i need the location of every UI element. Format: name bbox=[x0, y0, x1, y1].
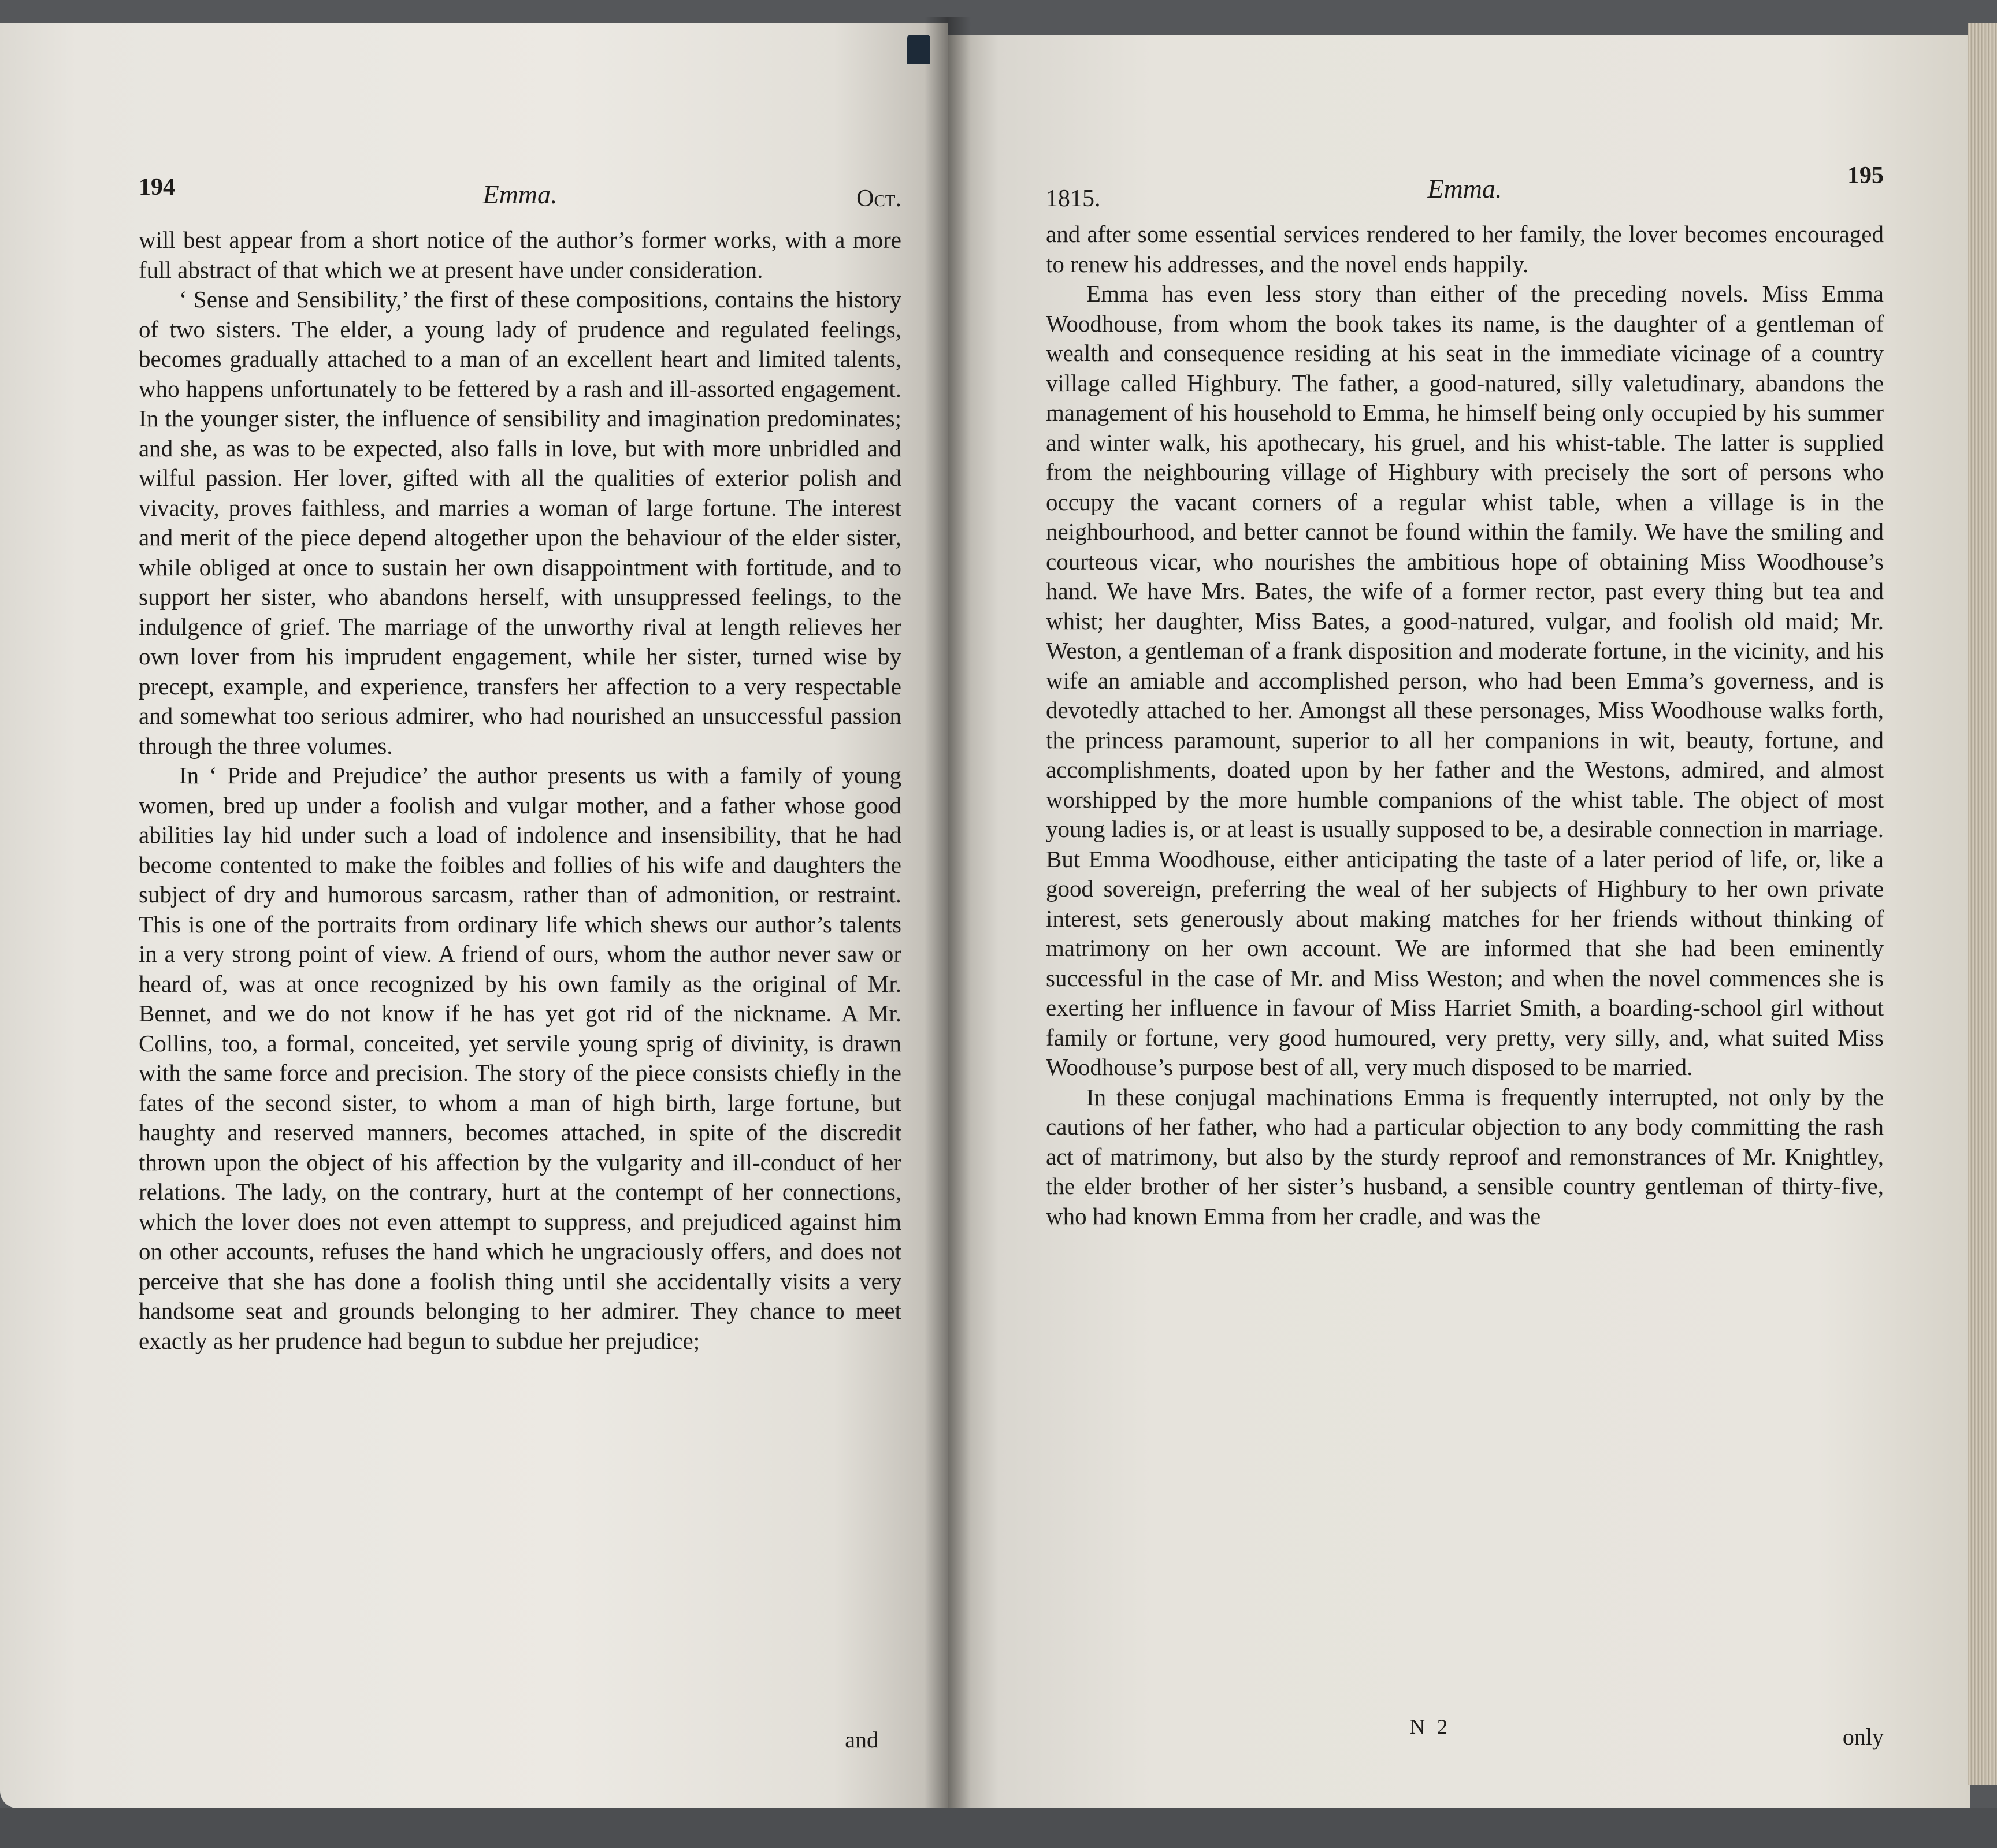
left-page-text bbox=[139, 225, 901, 1356]
page-number: 195 bbox=[1847, 162, 1884, 189]
paragraph: will best appear from a short notice of the author’s former works, with a more full abstract of that which we at present have under consideration. bbox=[139, 226, 901, 283]
ribbon-bookmark bbox=[907, 35, 930, 64]
right-page-text bbox=[1046, 220, 1884, 1231]
right-page bbox=[948, 35, 1970, 1820]
left-page bbox=[0, 23, 948, 1808]
catchword: and bbox=[845, 1727, 878, 1753]
running-year: 1815. bbox=[1046, 185, 1101, 212]
catchword: only bbox=[1842, 1724, 1884, 1750]
table-surface bbox=[0, 1808, 1997, 1848]
paragraph: and after some essential services rendered to her family, the lover becomes encouraged to renew his addresses, and the novel ends happily. bbox=[1046, 221, 1884, 277]
running-title: Emma. bbox=[482, 180, 558, 209]
running-title: Emma. bbox=[1427, 174, 1502, 203]
paragraph: Emma has even less story than either of the preceding novels. Miss Emma Woodhouse, from whom the book takes its name, is the daughter of a gentleman of wealth and consequence residing at his seat in the immediate vicinage of a country village called Highbury. The father, a good-natured, silly valetudinary, abandons the management of his household to Emma, he himself being only occupied by his summer and winter walk, his apothecary, his gruel, and his whist-table. The latter is supplied from the neighbouring village of Highbury with precisely the sort of persons who occupy the vacant corners of a regular whist table, when a village is in the neighbourhood, and better cannot be found within the family. We have the smiling and courteous vicar, who nourishes the ambitious hope of obtaining Miss Woodhouse’s hand. We have Mrs. Bates, the wife of a former rector, past every thing but tea and whist; her daughter, Miss Bates, a good-natured, vulgar, and foolish old maid; Mr. Weston, a gentleman of a frank disposition and moderate fortune, in the vicinity, and his wife an amiable and accomplished person, who had been Emma’s governess, and is devotedly attached to her. Amongst all these personages, Miss Woodhouse walks forth, the princess paramount, superior to all her companions in wit, beauty, fortune, and accomplishments, doated upon by her father and the Westons, admired, and almost worshipped by the more humble companions of the whist table. The object of most young ladies is, or at least is usually supposed to be, a desirable connection in marriage. But Emma Woodhouse, either anticipating the taste of a later period of life, or, like a good sovereign, preferring the weal of her subjects of Highbury to her own private interest, sets generously about making matches for her friends without thinking of matrimony on her own account. We are informed that she had been eminently successful in the case of Mr. and Miss Weston; and when the novel commences she is exerting her influence in favour of Miss Harriet Smith, a boarding-school girl without family or fortune, very good humoured, very pretty, very silly, and, what suited Miss Woodhouse’s purpose best of all, very much disposed to be married. bbox=[1046, 280, 1884, 1080]
page-edges bbox=[1968, 23, 1997, 1785]
paragraph: In these conjugal machinations Emma is frequently interrupted, not only by the cautions of her father, who had a particular objection to any body committing the rash act of matrimony, but also by the sturdy reproof and remonstrances of Mr. Knightley, the elder brother of her sister’s husband, a sensible country gentleman of thirty-five, who had known Emma from her cradle, and was the bbox=[1046, 1083, 1884, 1229]
page-number: 194 bbox=[139, 174, 175, 200]
paragraph: In ‘ Pride and Prejudice’ the author presents us with a family of young women, bred up under a foolish and vulgar mother, and a father whose good abilities lay hid under such a load of indolence and insensibility, that he had become contented to make the foibles and follies of his wife and daughters the subject of dry and humorous sarcasm, rather than of admonition, or restraint. This is one of the portraits from ordinary life which shews our author’s talents in a very strong point of view. A friend of ours, whom the author never saw or heard of, was at once recognized by his own family as the original of Mr. Bennet, and we do not know if he has yet got rid of the nickname. A Mr. Collins, too, a formal, conceited, yet servile young sprig of divinity, is drawn with the same force and precision. The story of the piece consists chiefly in the fates of the second sister, to whom a man of high birth, large fortune, but haughty and reserved manners, becomes attached, in spite of the discredit thrown upon the object of his affection by the vulgarity and ill-conduct of her relations. The lady, on the contrary, hurt at the contempt of her connections, which the lover does not even attempt to suppress, and prejudiced against him on other accounts, refuses the hand which he ungraciously offers, and does not perceive that she has done a foolish thing until she accidentally visits a very handsome seat and grounds belonging to her admirer. They chance to meet exactly as her prudence had begun to subdue her prejudice; bbox=[139, 762, 901, 1354]
running-month: Oct. bbox=[856, 185, 901, 212]
signature-mark: N 2 bbox=[1410, 1715, 1451, 1738]
paragraph: ‘ Sense and Sensibility,’ the first of these compositions, contains the history of two sisters. The elder, a young lady of prudence and regulated feelings, becomes gradually attached to a man of an excellent heart and limited talents, who happens unfortunately to be fettered by a rash and ill-assorted engagement. In the younger sister, the influence of sensibility and imagination predominates; and she, as was to be expected, also falls in love, but with more unbridled and wilful passion. Her lover, gifted with all the qualities of exterior polish and vivacity, proves faithless, and marries a woman of large fortune. The interest and merit of the piece depend altogether upon the behaviour of the elder sister, while obliged at once to sustain her own disappointment with fortitude, and to support her sister, who abandons herself, with unsuppressed feelings, to the indulgence of grief. The marriage of the unworthy rival at length relieves her own lover from his imprudent engagement, while her sister, turned wise by precept, example, and experience, transfers her affection to a very respectable and somewhat too serious admirer, who had nourished an unsuccessful passion through the three volumes. bbox=[139, 286, 901, 759]
right-page-header bbox=[1046, 162, 1884, 212]
left-page-header bbox=[139, 173, 901, 214]
book-gutter bbox=[925, 17, 971, 1814]
